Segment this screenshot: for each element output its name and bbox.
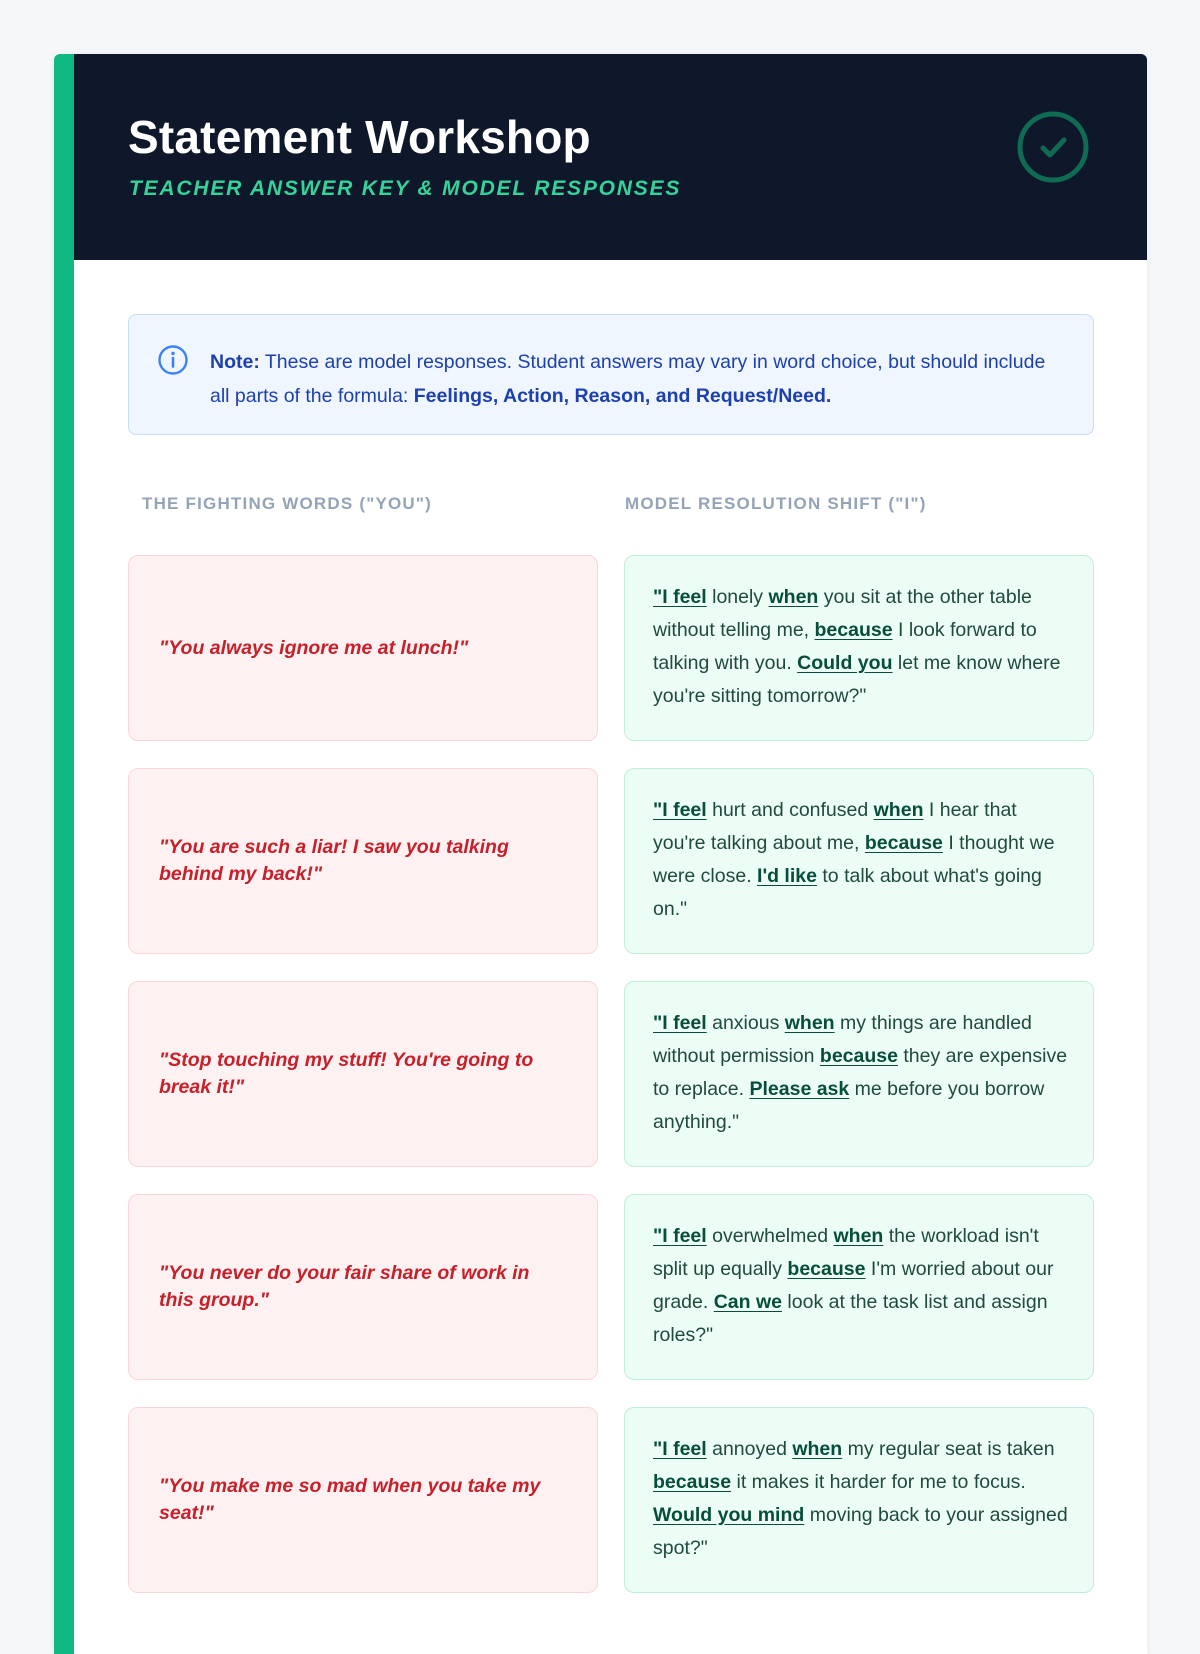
formula-keyword: "I feel: [653, 799, 707, 821]
response-segment: I look forward to talking with you.: [653, 619, 1037, 674]
formula-keyword: because: [864, 832, 943, 854]
header: [74, 54, 1147, 260]
formula-keyword: when: [873, 799, 924, 821]
check-circle-icon: [1016, 110, 1090, 184]
response-segment: I hear that you're talking about me,: [653, 799, 1017, 854]
model-response-card: [624, 981, 1094, 1167]
formula-keyword: because: [787, 1258, 866, 1280]
model-response-card: [624, 768, 1094, 954]
note-text: These are model responses. Student answers may vary in word choice, but should include all parts of the formula:: [210, 351, 1046, 407]
response-segment: let me know where you're sitting tomorrow?": [653, 652, 1061, 707]
statement-row: [128, 768, 1094, 981]
fighting-words-text: "You make me so mad when you take my seat!": [159, 1475, 541, 1524]
model-response-text: [653, 581, 1073, 713]
accent-bar: [54, 54, 74, 1654]
formula-keyword: when: [833, 1225, 884, 1247]
formula-keyword: Could you: [797, 652, 893, 674]
response-segment: you sit at the other table without telling me,: [653, 586, 1032, 641]
fighting-words-card: [128, 1194, 598, 1380]
formula-keyword: "I feel: [653, 586, 707, 608]
formula-keyword: when: [792, 1438, 843, 1460]
formula-keyword: because: [819, 1045, 898, 1067]
formula-keyword: I'd like: [757, 865, 817, 887]
formula-keyword: when: [768, 586, 819, 608]
response-segment: my things are handled without permission: [653, 1012, 1032, 1067]
fighting-words-card: [128, 981, 598, 1167]
fighting-words-card: [128, 555, 598, 741]
fighting-words-card: [128, 768, 598, 954]
response-segment: overwhelmed: [706, 1225, 834, 1247]
response-segment: I'm worried about our grade.: [653, 1258, 1054, 1313]
model-response-card: [624, 1407, 1094, 1593]
formula-keyword: "I feel: [653, 1225, 707, 1247]
note-formula: Feelings, Action, Reason, and Request/Need.: [413, 385, 832, 407]
response-segment: moving back to your assigned spot?": [653, 1504, 1068, 1559]
statement-rows: [128, 555, 1094, 1620]
formula-keyword: Can we: [713, 1291, 782, 1313]
response-segment: the workload isn't split up equally: [653, 1225, 1039, 1280]
note-label: Note:: [210, 351, 260, 373]
formula-keyword: "I feel: [653, 1438, 707, 1460]
column-headers: [128, 435, 1094, 555]
column-header-fighting-words: THE FIGHTING WORDS ("YOU"): [142, 494, 433, 513]
fighting-words-text: "You never do your fair share of work in this group.": [159, 1262, 530, 1311]
worksheet-page: [54, 54, 1147, 1654]
formula-keyword: Please ask: [749, 1078, 850, 1100]
statement-row: [128, 1194, 1094, 1407]
page-title: Statement Workshop: [128, 111, 591, 163]
content: [128, 314, 1094, 1620]
fighting-words-text: "You are such a liar! I saw you talking behind my back!": [159, 836, 509, 885]
response-segment: to talk about what's going on.": [653, 865, 1042, 920]
response-segment: me before you borrow anything.": [653, 1078, 1045, 1133]
formula-keyword: "I feel: [653, 1012, 707, 1034]
formula-keyword: because: [814, 619, 893, 641]
response-segment: annoyed: [706, 1438, 793, 1460]
response-segment: they are expensive to replace.: [653, 1045, 1068, 1100]
response-segment: lonely: [706, 586, 769, 608]
response-segment: hurt and confused: [706, 799, 874, 821]
model-response-text: [653, 1007, 1073, 1139]
model-response-text: [653, 794, 1073, 926]
response-segment: I thought we were close.: [653, 832, 1055, 887]
model-response-card: [624, 1194, 1094, 1380]
statement-row: [128, 1407, 1094, 1620]
formula-keyword: Would you mind: [653, 1504, 805, 1526]
statement-row: [128, 981, 1094, 1194]
fighting-words-card: [128, 1407, 598, 1593]
response-segment: look at the task list and assign roles?": [653, 1291, 1048, 1346]
fighting-words-text: "Stop touching my stuff! You're going to break it!": [159, 1049, 534, 1098]
column-header-model-resolution: MODEL RESOLUTION SHIFT ("I"): [625, 494, 927, 513]
model-response-text: [653, 1433, 1073, 1565]
model-response-text: [653, 1220, 1073, 1352]
model-response-card: [624, 555, 1094, 741]
statement-row: [128, 555, 1094, 768]
response-segment: it makes it harder for me to focus.: [731, 1471, 1026, 1493]
response-segment: my regular seat is taken: [842, 1438, 1055, 1460]
page-subtitle: TEACHER ANSWER KEY & MODEL RESPONSES: [129, 177, 682, 200]
note-box: [128, 314, 1094, 435]
info-icon: [157, 344, 189, 376]
formula-keyword: when: [784, 1012, 835, 1034]
formula-keyword: because: [653, 1471, 732, 1493]
response-segment: anxious: [706, 1012, 785, 1034]
fighting-words-text: "You always ignore me at lunch!": [159, 636, 469, 659]
